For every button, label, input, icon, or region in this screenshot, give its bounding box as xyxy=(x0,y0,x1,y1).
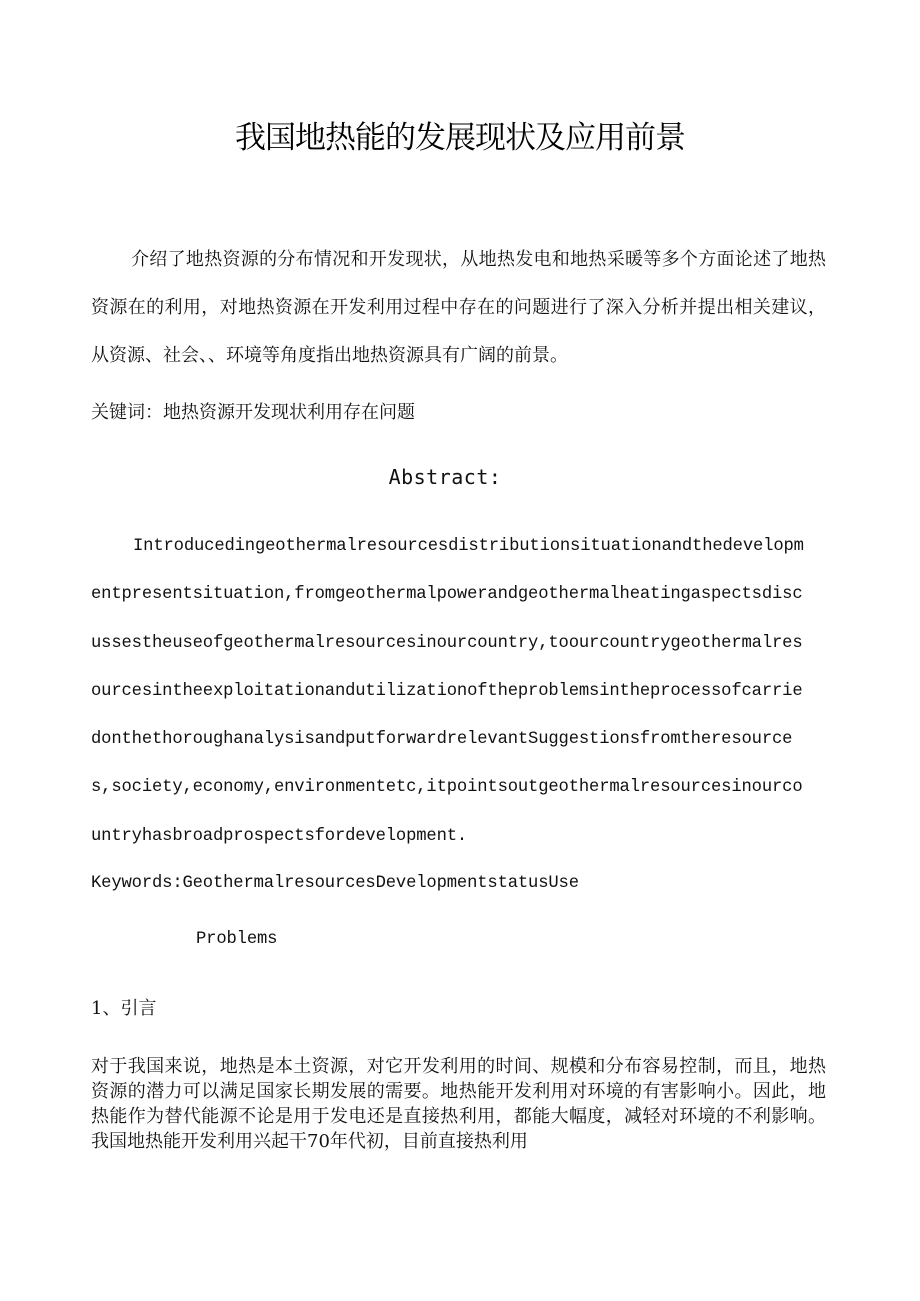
document-title: 我国地热能的发展现状及应用前景 xyxy=(235,120,685,156)
introduction-paragraph: 对于我国来说，地热是本土资源，对它开发利用的时间、规模和分布容易控制，而且，地热资源的潜力可以满足国家长期发展的需要。地热能开发利用对环境的有害影响小。因此，地热能作为替代能源不论是用于发电还是直接热利用，都能大幅度，减轻对环境的不利影响。我国地热能开发利用兴起干70年代初，目前直接热利用 xyxy=(91,1056,826,1152)
abstract-cn-paragraph: 介绍了地热资源的分布情况和开发现状，从地热发电和地热采暖等多个方面论述了地热资源在的利用，对地热资源在开发利用过程中存在的问题进行了深入分析并提出相关建议，从资源、社会、、环境等角度指出地热资源具有广阔的前景。 xyxy=(91,249,826,366)
section-heading-introduction: 1、引言 xyxy=(91,998,157,1019)
keywords-cn: 关键词：地热资源开发现状利用存在问题 xyxy=(91,402,415,423)
keywords-en: Keywords:GeothermalresourcesDevelopmentstatusUse xyxy=(91,874,579,893)
abstract-en-paragraph: Introducedingeothermalresourcesdistributionsituationandthedevelopmentpresentsituation,fromgeothermalpowerandgeothermalheatingaspectsdiscussestheuseofgeothermalresourcesinourcountry,toourcountrygeothermalresourcesintheexploitationandutilizationoftheproblemsintheprocessofcarriedonthethoroughanalysisandputforwardrelevantSuggestionsfromtheresources,society,economy,environmentetc,itpointsoutgeothermalresourcesinourcountryhasbroadprospectsfordevelopment. xyxy=(91,537,804,846)
abstract-heading: Abstract: xyxy=(388,465,502,489)
keywords-en-continuation: Problems xyxy=(196,930,278,949)
